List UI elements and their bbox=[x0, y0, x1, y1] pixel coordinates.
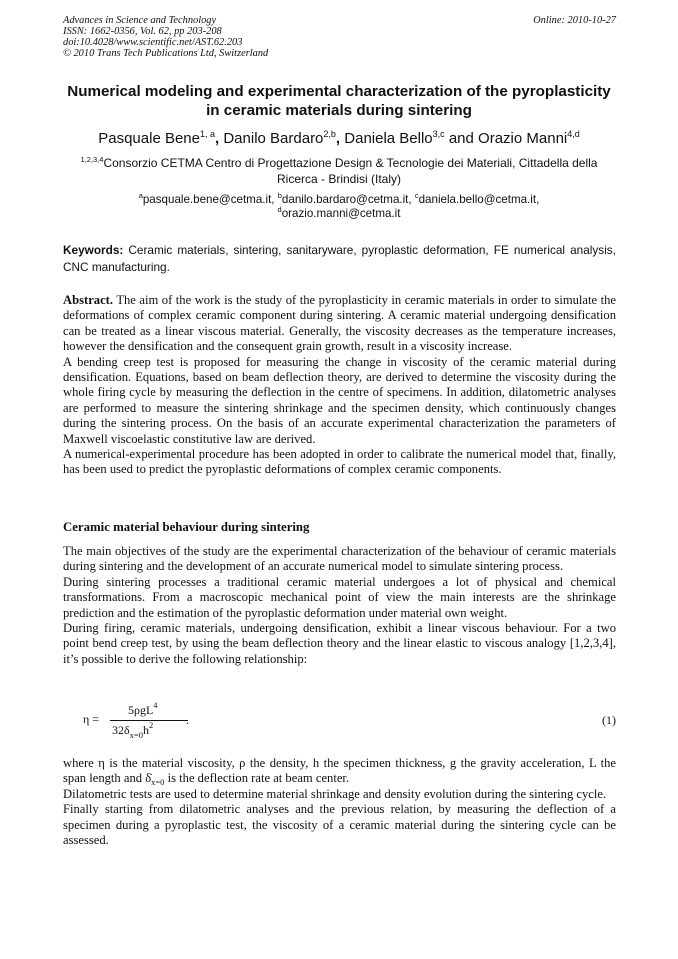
section-body-continued bbox=[63, 756, 616, 848]
equation-denominator bbox=[112, 720, 154, 740]
paper-title: Numerical modeling and experimental characterization of the pyroplasticity in ceramic materials during sintering bbox=[67, 83, 611, 119]
keywords-text: Ceramic materials, sintering, sanitaryware, pyroplastic deformation, FE numerical analysis, CNC manufacturing. bbox=[63, 243, 616, 274]
section-body bbox=[63, 544, 616, 667]
author-sup: 2,b bbox=[323, 129, 336, 139]
author-sup: 4,d bbox=[567, 129, 580, 139]
paragraph-text: is the deflection rate at beam center. bbox=[167, 771, 350, 786]
keywords bbox=[63, 242, 616, 275]
paragraph-text: where η is the material viscosity, ρ the density, h the specimen thickness, g the gravity acceleration, L the span length and bbox=[63, 756, 616, 786]
section-heading: Ceramic material behaviour during sintering bbox=[63, 520, 310, 534]
body-paragraph: During sintering processes a traditional ceramic material undergoes a lot of physical and chemical transformations. From a macroscopic mechanical point of view the main interests are the shrinkage prediction and the estimation of the pyroplastic deformation under material own weight. bbox=[63, 574, 616, 620]
abstract-paragraph: A numerical-experimental procedure has been adopted in order to calibrate the numerical model that, finally, has been used to predict the pyroplastic deformations of complex ceramic components. bbox=[63, 447, 616, 477]
equation-lhs: η = bbox=[83, 712, 100, 726]
deflection-rate-symbol: δ̇ bbox=[145, 771, 152, 786]
email-sup: a bbox=[138, 191, 143, 200]
body-paragraph: Finally starting from dilatometric analyses and the previous relation, by measuring the deflection of a specimen during a pyroplastic test, the viscosity of a ceramic material during the sintering cycle can be assessed. bbox=[63, 802, 616, 848]
equation-numerator bbox=[128, 703, 157, 718]
denominator-exponent: 2 bbox=[148, 720, 154, 730]
copyright-line: © 2010 Trans Tech Publications Ltd, Switzerland bbox=[63, 48, 269, 59]
author-separator: and bbox=[444, 130, 479, 147]
body-paragraph: Dilatometric tests are used to determine material shrinkage and density evolution during the sintering cycle. bbox=[63, 786, 607, 801]
abstract-paragraph bbox=[63, 293, 616, 355]
journal-name: Advances in Science and Technology bbox=[63, 15, 217, 26]
email-address[interactable]: pasquale.bene@cetma.it bbox=[142, 193, 272, 206]
author-list bbox=[60, 130, 618, 148]
author-sup: 3,c bbox=[432, 129, 445, 139]
body-paragraph bbox=[63, 756, 616, 787]
issn-line: ISSN: 1662-0356, Vol. 62, pp 203-208 bbox=[63, 26, 222, 37]
email-sup: b bbox=[277, 191, 282, 200]
abstract-paragraph: A bending creep test is proposed for measuring the change in viscosity of the ceramic material during densification. Equations, based on beam deflection theory, are derived to determine the viscosity during the whole firing cycle by measuring the deflection in the centre of specimens. In addition, dilatometric analyses are performed to measure the sintering shrinkage and the specimen density, which continuously changes during the sintering process. On the basis of an accurate experimental characterization the parameters of Maxwell viscoelastic constitutive law are derived. bbox=[63, 354, 616, 446]
journal-header bbox=[63, 15, 616, 59]
author-name: Orazio Manni bbox=[478, 130, 568, 147]
email-sup: d bbox=[277, 205, 282, 214]
abstract-label: Abstract. bbox=[63, 293, 114, 307]
affiliation-text: Consorzio CETMA Centro di Progettazione Design & Tecnologie dei Materiali, Cittadella della Ricerca - Brindisi (Italy) bbox=[103, 156, 598, 186]
author-separator: , bbox=[335, 130, 345, 147]
email-address[interactable]: daniela.bello@cetma.it bbox=[418, 193, 537, 206]
keywords-label: Keywords: bbox=[63, 243, 124, 257]
abstract bbox=[63, 293, 616, 478]
denominator-sub: x=0 bbox=[129, 730, 143, 740]
email-address[interactable]: orazio.manni@cetma.it bbox=[281, 207, 401, 220]
author-name: Danilo Bardaro bbox=[223, 130, 324, 147]
body-paragraph: The main objectives of the study are the experimental characterization of the behaviour of ceramic materials during sintering and the development of an accurate numerical model to simulate sintering process. bbox=[63, 544, 616, 574]
doi-line[interactable]: doi:10.4028/www.scientific.net/AST.62.203 bbox=[63, 37, 243, 48]
denominator-coef: 32 bbox=[112, 723, 124, 737]
equation-number: (1) bbox=[602, 713, 616, 727]
equation-period: . bbox=[186, 713, 189, 727]
online-date: Online: 2010-10-27 bbox=[533, 15, 616, 26]
author-sup: 1, a bbox=[199, 129, 215, 139]
email-list: $^a$pasquale.bene@cetma.it, $^b$danilo.bardaro@cetma.it, $^c$daniela.bello@cetma.it, $^d$orazio.manni@cetma.it bbox=[138, 191, 540, 220]
author-name: Daniela Bello bbox=[344, 130, 433, 147]
denominator-h: h bbox=[142, 723, 149, 737]
abstract-text: The aim of the work is the study of the pyroplasticity in ceramic materials in order to simulate the deformations of complex ceramic component during sintering. A ceramic material undergoing densification can be treated as a linear viscous material. Generally, the viscosity decreases as the temperature increases, however the densification and the consequent grain growth, result in a viscosity increase. bbox=[63, 293, 617, 354]
denominator-delta: δ bbox=[124, 723, 130, 737]
affiliation-sup: 1,2,3,4 bbox=[80, 155, 104, 164]
author-separator: , bbox=[215, 130, 224, 147]
numerator-text: 5ρgL bbox=[128, 703, 154, 717]
equation-1 bbox=[80, 700, 616, 750]
body-paragraph: During firing, ceramic materials, undergoing densification, exhibit a linear viscous behaviour. For a two point bend creep test, by using the beam deflection theory and the linear elastic to viscous analogy [1,2,3,4], it’s possible to derive the following relationship: bbox=[63, 621, 616, 666]
numerator-exponent: 4 bbox=[153, 701, 158, 710]
deflection-rate-sub: x=0 bbox=[151, 777, 165, 788]
affiliation bbox=[60, 155, 618, 187]
email-sup: c bbox=[414, 191, 419, 200]
author-name: Pasquale Bene bbox=[98, 130, 200, 147]
email-address[interactable]: danilo.bardaro@cetma.it bbox=[281, 193, 409, 206]
